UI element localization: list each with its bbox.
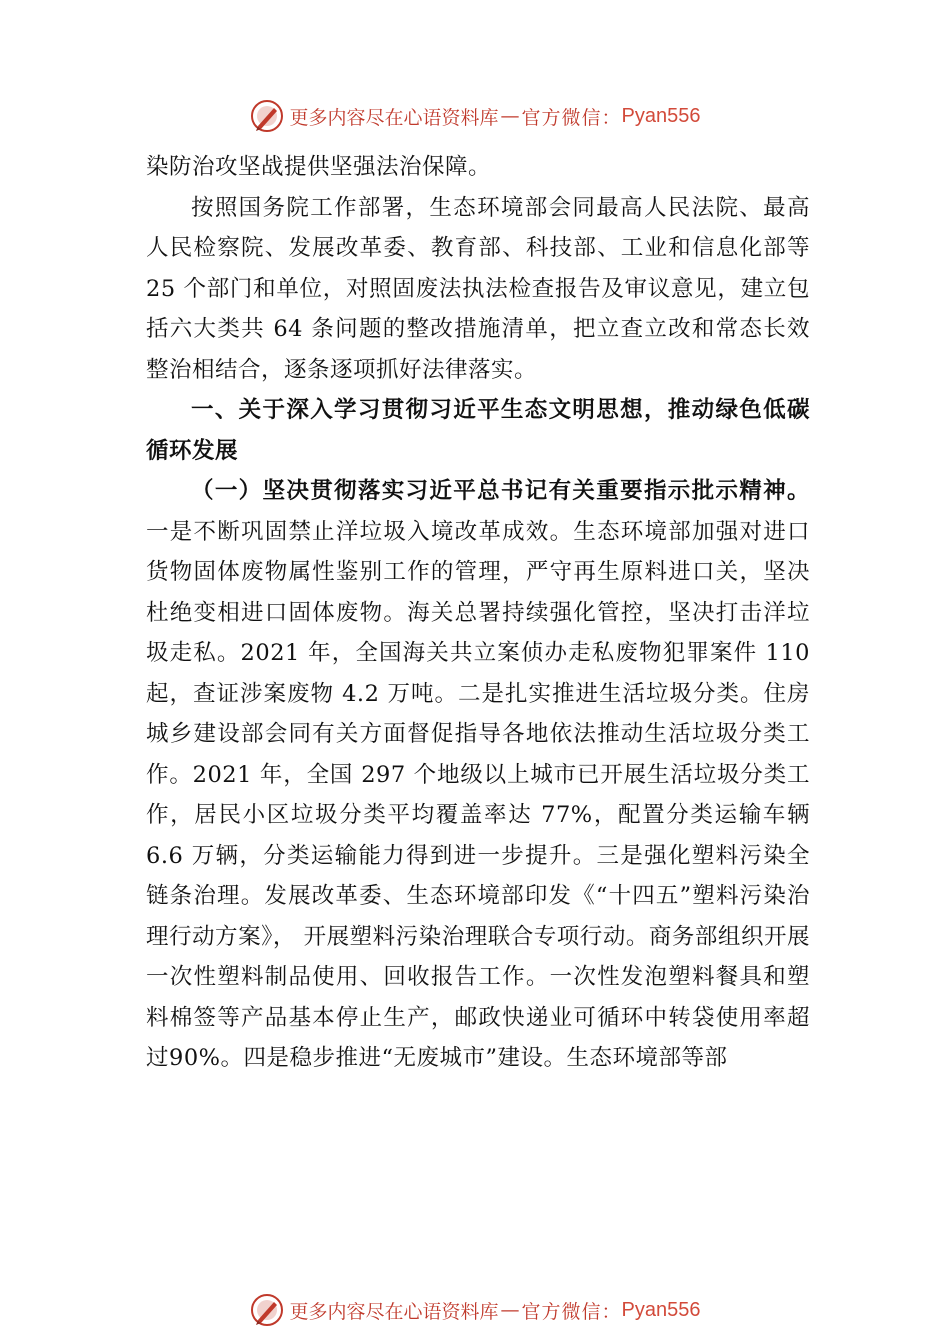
watermark-banner-top	[0, 96, 950, 136]
banner-site-text: 更多内容尽在心语资料库	[289, 106, 499, 129]
paragraph-intro: 按照国务院工作部署，生态环境部会同最高人民法院、最高人民检察院、发展改革委、教育部、科技部、工业和信息化部等 25 个部门和单位，对照固废法执法检查报告及审议意见，建立包括六大类共 64 条问题的整改措施清单，把立查立改和常态长效整治相结合，逐条逐项抓好法律落实。	[146, 194, 810, 383]
pen-logo-icon	[250, 99, 284, 133]
paragraph-continuation: 染防治攻坚战提供坚强法治保障。	[146, 154, 492, 180]
subsection-heading: （一）坚决贯彻落实习近平总书记有关重要指示批示精神。	[191, 478, 810, 504]
banner-separator: —	[500, 1299, 520, 1321]
paragraph-subsection	[146, 471, 810, 1079]
banner-wechat-id: Pyan556	[621, 104, 701, 127]
document-body	[146, 147, 810, 1079]
subsection-text: 一是不断巩固禁止洋垃圾入境改革成效。生态环境部加强对进口货物固体废物属性鉴别工作的管理，严守再生原料进口关，坚决杜绝变相进口固体废物。海关总署持续强化管控，坚决打击洋垃圾走私。2021 年，全国海关共立案侦办走私废物犯罪案件 110 起，查证涉案废物 4.2 万吨。二是扎实推进生活垃圾分类。住房城乡建设部会同有关方面督促指导各地依法推动生活垃圾分类工作。2021 年，全国 297 个地级以上城市已开展生活垃圾分类工作，居民小区垃圾分类平均覆盖率达 77%，配置分类运输车辆 6.6 万辆，分类运输能力得到进一步提升。三是强化塑料污染全链条治理。发展改革委、生态环境部印发《“十四五”塑料污染治理行动方案》， 开展塑料污染治理联合专项行动。商务部组织开展一次性塑料制品使用、回收报告工作。一次性发泡塑料餐具和塑料棉签等产品基本停止生产，邮政快递业可循环中转袋使用率超过90%。四是稳步推进“无废城市”建设。生态环境部等部	[146, 518, 810, 1071]
banner-wechat-label: 官方微信：	[521, 106, 622, 129]
banner-site-text: 更多内容尽在心语资料库	[289, 1300, 499, 1323]
banner-wechat-id: Pyan556	[621, 1298, 701, 1321]
pen-logo-icon	[250, 1293, 284, 1327]
banner-wechat-label: 官方微信：	[521, 1300, 622, 1323]
watermark-banner-bottom	[0, 1290, 950, 1330]
section-heading: 一、关于深入学习贯彻习近平生态文明思想，推动绿色低碳循环发展	[146, 397, 810, 464]
banner-separator: —	[500, 105, 520, 127]
